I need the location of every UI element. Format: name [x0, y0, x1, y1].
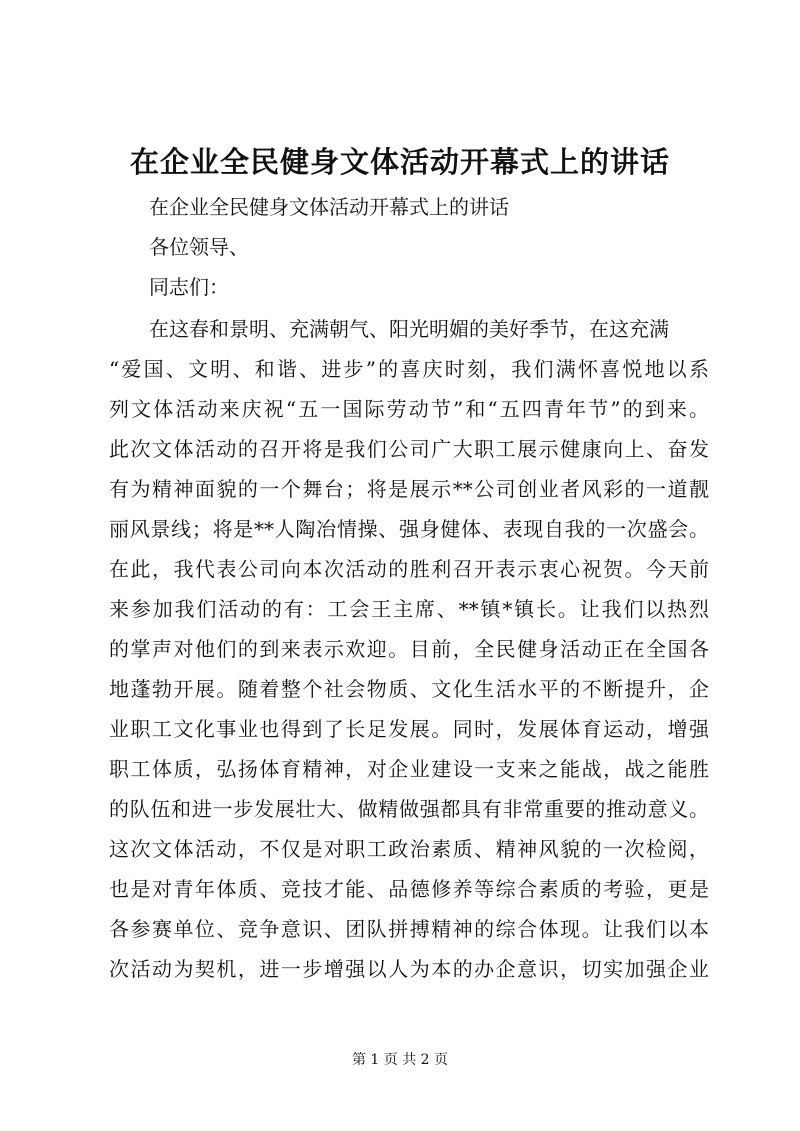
salutation-line-1: 各位领导、	[149, 235, 249, 259]
salutation-line-2: 同志们：	[149, 275, 229, 299]
body-line: 地蓬勃开展。随着整个社会物质、文化生活水平的不断提升，企	[109, 677, 709, 701]
body-line: 丽风景线；将是**人陶冶情操、强身健体、表现自我的一次盛会。	[109, 517, 709, 541]
body-line: “爱国、文明、和谐、进步”的喜庆时刻，我们满怀喜悦地以系	[109, 357, 709, 381]
body-line: 列文体活动来庆祝“五一国际劳动节”和“五四青年节”的到来。	[109, 397, 709, 421]
page-footer: 第 1 页 共 2 页	[351, 1052, 449, 1068]
body-line: 来参加我们活动的有：工会王主席、**镇*镇长。让我们以热烈	[109, 597, 709, 621]
body-line: 的掌声对他们的到来表示欢迎。目前，全民健身活动正在全国各	[109, 637, 709, 661]
body-line: 在这春和景明、充满朝气、阳光明媚的美好季节，在这充满	[149, 317, 669, 341]
body-line: 有为精神面貌的一个舞台；将是展示**公司创业者风彩的一道靓	[109, 477, 709, 501]
body-line: 在此，我代表公司向本次活动的胜利召开表示衷心祝贺。今天前	[109, 557, 709, 581]
body-line: 职工体质，弘扬体育精神，对企业建设一支来之能战，战之能胜	[109, 757, 709, 781]
body-line: 次活动为契机，进一步增强以人为本的办企意识，切实加强企业	[109, 957, 709, 981]
body-line: 的队伍和进一步发展壮大、做精做强都具有非常重要的推动意义。	[109, 797, 709, 821]
subtitle-line: 在企业全民健身文体活动开幕式上的讲话	[149, 195, 509, 219]
body-line: 也是对青年体质、竞技才能、品德修养等综合素质的考验，更是	[109, 877, 709, 901]
body-line: 这次文体活动，不仅是对职工政治素质、精神风貌的一次检阅，	[109, 837, 709, 861]
body-line: 各参赛单位、竞争意识、团队拼搏精神的综合体现。让我们以本	[109, 917, 709, 941]
document-title: 在企业全民健身文体活动开幕式上的讲话	[129, 145, 670, 179]
body-line: 此次文体活动的召开将是我们公司广大职工展示健康向上、奋发	[109, 437, 709, 461]
body-line: 业职工文化事业也得到了长足发展。同时，发展体育运动，增强	[109, 717, 709, 741]
